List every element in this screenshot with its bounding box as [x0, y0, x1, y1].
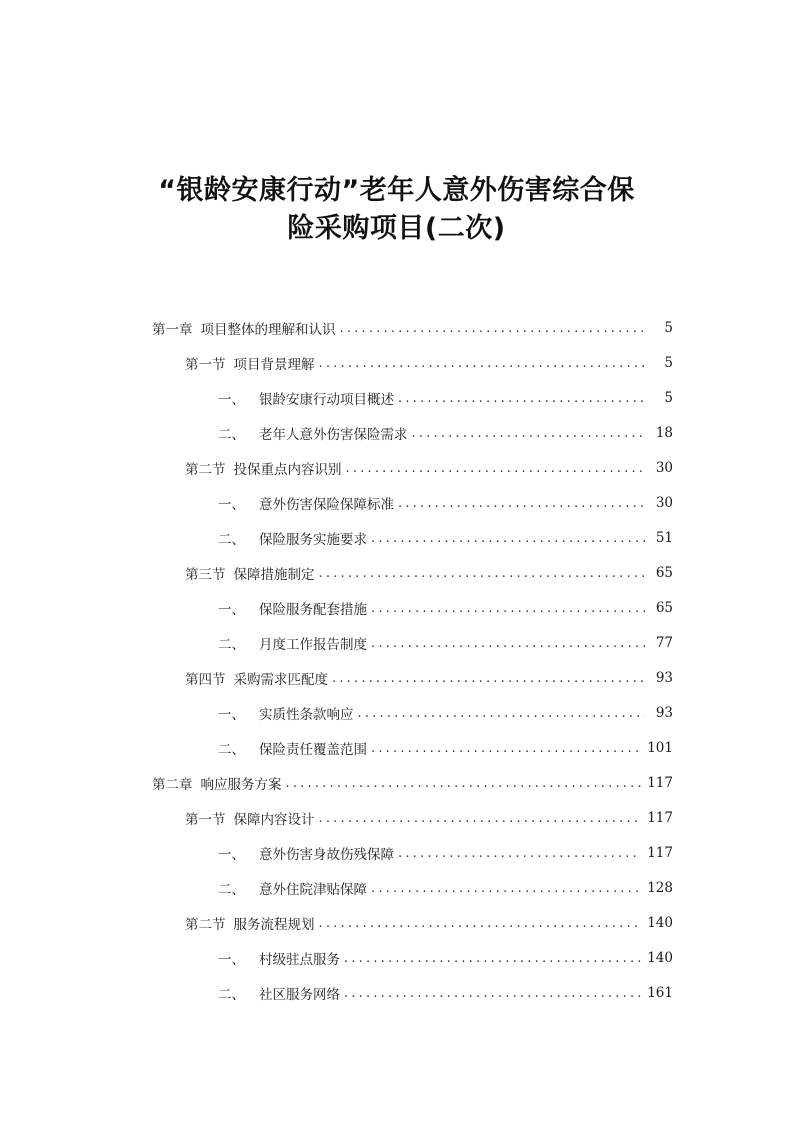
toc-entry[interactable]	[152, 316, 673, 340]
toc-entry-title: 采购需求匹配度	[233, 672, 328, 688]
toc-dot-leader	[398, 391, 645, 406]
toc-dot-leader	[332, 671, 645, 686]
toc-entry-page-number: 5	[664, 355, 673, 371]
toc-entry-label: 二、	[218, 427, 245, 443]
toc-entry-label: 二、	[218, 637, 245, 653]
toc-entry-page-number: 18	[655, 425, 673, 441]
toc-entry-page-number: 117	[647, 845, 673, 861]
toc-entry-label: 二、	[218, 882, 245, 898]
toc-entry-label: 第四节	[185, 672, 226, 688]
toc-entry-label: 第二节	[185, 462, 226, 478]
toc-dot-leader	[319, 916, 642, 931]
toc-entry-page-number: 117	[647, 775, 673, 791]
toc-dot-leader	[371, 531, 645, 546]
toc-dot-leader	[344, 951, 641, 966]
toc-entry-title: 保险服务实施要求	[259, 532, 367, 548]
toc-entry[interactable]	[218, 421, 673, 445]
toc-entry-page-number: 93	[655, 670, 673, 686]
toc-entry[interactable]	[218, 701, 673, 725]
toc-entry-page-number: 101	[647, 740, 673, 756]
toc-entry-label: 第一章	[152, 322, 193, 338]
toc-entry-title: 投保重点内容识别	[233, 462, 342, 478]
toc-dot-leader	[398, 496, 645, 511]
toc-entry-title: 项目背景理解	[233, 357, 315, 373]
toc-dot-leader	[412, 426, 646, 441]
toc-entry-title: 项目整体的理解和认识	[200, 322, 336, 338]
toc-entry[interactable]	[218, 981, 673, 1005]
toc-entry-title: 村级驻点服务	[259, 952, 340, 968]
toc-entry-label: 第二节	[185, 917, 226, 933]
toc-dot-leader	[319, 566, 646, 581]
toc-entry[interactable]	[218, 876, 673, 900]
toc-entry-title: 老年人意外伤害保险需求	[259, 427, 408, 443]
toc-entry-title: 意外伤害保险保障标准	[259, 497, 394, 513]
toc-dot-leader	[340, 321, 646, 336]
toc-entry-title: 保障内容设计	[233, 812, 315, 828]
toc-entry-title: 实质性条款响应	[259, 707, 354, 723]
toc-entry[interactable]	[185, 911, 673, 935]
toc-entry-label: 一、	[218, 952, 245, 968]
toc-entry[interactable]	[218, 491, 673, 515]
toc-entry[interactable]	[185, 806, 673, 830]
toc-entry[interactable]	[152, 771, 673, 795]
toc-entry-page-number: 140	[647, 915, 673, 931]
toc-entry-label: 第一节	[185, 357, 226, 373]
toc-dot-leader	[371, 636, 645, 651]
toc-entry-label: 一、	[218, 707, 245, 723]
toc-entry-page-number: 161	[647, 985, 673, 1001]
toc-entry-label: 一、	[218, 602, 245, 618]
toc-entry[interactable]	[218, 841, 673, 865]
toc-entry-page-number: 65	[655, 565, 673, 581]
toc-dot-leader	[371, 741, 641, 756]
toc-entry[interactable]	[218, 946, 673, 970]
toc-entry-label: 一、	[218, 392, 245, 408]
toc-entry-label: 一、	[218, 497, 245, 513]
toc-entry-page-number: 128	[647, 880, 673, 896]
toc-entry-label: 二、	[218, 532, 245, 548]
toc-entry-page-number: 5	[664, 320, 673, 336]
toc-entry-page-number: 140	[647, 950, 673, 966]
toc-entry-page-number: 77	[655, 635, 673, 651]
toc-dot-leader	[286, 776, 642, 791]
toc-entry-label: 二、	[218, 987, 245, 1003]
toc-entry-page-number: 30	[655, 460, 673, 476]
toc-entry[interactable]	[218, 386, 673, 410]
toc-entry[interactable]	[218, 631, 673, 655]
toc-dot-leader	[344, 986, 641, 1001]
toc-dot-leader	[319, 811, 642, 826]
toc-entry-page-number: 5	[664, 390, 673, 406]
toc-entry-page-number: 30	[655, 495, 673, 511]
toc-dot-leader	[398, 846, 641, 861]
toc-dot-leader	[371, 881, 641, 896]
toc-entry-label: 第二章	[152, 777, 193, 793]
toc-entry-page-number: 65	[655, 600, 673, 616]
toc-entry[interactable]	[218, 596, 673, 620]
toc-entry-title: 保险责任覆盖范围	[259, 742, 367, 758]
toc-dot-leader	[319, 356, 646, 371]
toc-entry-title: 月度工作报告制度	[259, 637, 367, 653]
toc-entry-title: 社区服务网络	[259, 987, 340, 1003]
toc-entry[interactable]	[185, 456, 673, 480]
toc-entry-page-number: 117	[647, 810, 673, 826]
toc-entry-title: 响应服务方案	[200, 777, 282, 793]
toc-dot-leader	[346, 461, 646, 476]
toc-entry-label: 第一节	[185, 812, 226, 828]
toc-dot-leader	[358, 706, 646, 721]
document-title-line-1: “银龄安康行动”老年人意外伤害综合保	[158, 175, 635, 206]
toc-entry[interactable]	[218, 526, 673, 550]
toc-entry-page-number: 93	[655, 705, 673, 721]
toc-entry-title: 意外住院津贴保障	[259, 882, 367, 898]
toc-entry[interactable]	[185, 666, 673, 690]
toc-entry-page-number: 51	[655, 530, 673, 546]
toc-entry-title: 保险服务配套措施	[259, 602, 367, 618]
toc-entry[interactable]	[185, 351, 673, 375]
toc-entry-title: 服务流程规划	[233, 917, 315, 933]
toc-entry-title: 保障措施制定	[233, 567, 315, 583]
toc-entry[interactable]	[218, 736, 673, 760]
toc-entry-title: 意外伤害身故伤残保障	[259, 847, 394, 863]
toc-entry-label: 二、	[218, 742, 245, 758]
toc-entry-label: 第三节	[185, 567, 226, 583]
toc-entry[interactable]	[185, 561, 673, 585]
document-title-line-2: 险采购项目(二次)	[287, 213, 506, 244]
toc-entry-title: 银龄安康行动项目概述	[259, 392, 394, 408]
toc-dot-leader	[371, 601, 645, 616]
toc-entry-label: 一、	[218, 847, 245, 863]
